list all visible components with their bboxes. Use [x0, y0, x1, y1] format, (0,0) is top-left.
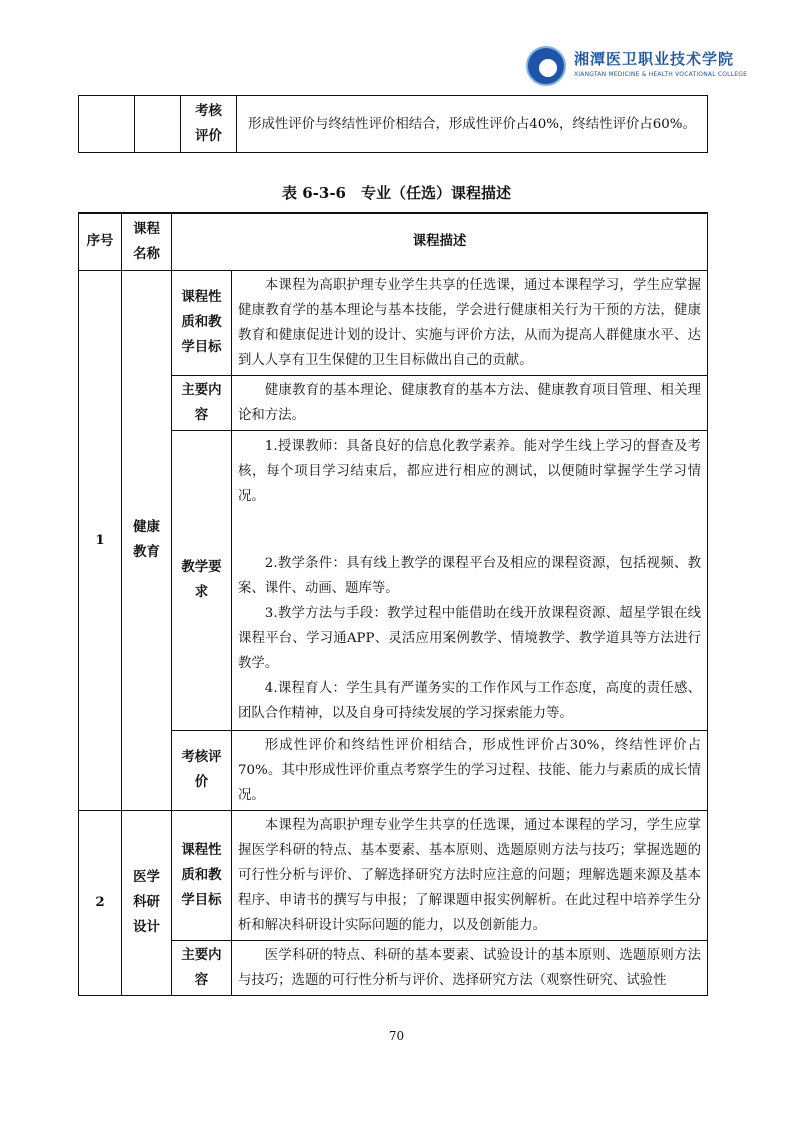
assessment-content: 形成性评价与终结性评价相结合，形成性评价占40%，终结性评价占60%。 — [237, 96, 708, 153]
table-caption: 表 6-3-6 专业（任选）课程描述 — [282, 184, 511, 202]
school-name-cn: 湘潭医卫职业技术学院 — [574, 50, 735, 68]
row-paragraph: 本课程为高职护理专业学生共享的任选课，通过本课程的学习，学生应掌握医学科研的特点、基本要素、基本原则、选题原则方法与技巧；掌握选题的可行性分析与评价、了解选择研究方法时应注意的问题；理解选题来源及基本程序、申请书的撰写与申报；了解课题申报实例解析。在此过程中培养学生分析和解决科研设计实际问题的能力，以及创新能力。 — [238, 817, 701, 933]
header-desc: 课程描述 — [172, 213, 708, 270]
row-label: 教学要求 — [172, 430, 232, 730]
row-paragraph: 3.教学方法与手段：教学过程中能借助在线开放课程资源、超星学银在线课程平台、学习通APP、灵活应用案例教学、情境教学、教学道具等方法进行教学。 — [238, 606, 701, 671]
assessment-label: 考核评价 — [181, 96, 237, 153]
course-seq: 2 — [79, 810, 122, 995]
school-emblem-icon — [526, 46, 566, 86]
row-paragraph: 2.教学条件：具有线上教学的课程平台及相应的课程资源，包括视频、教案、课件、动画、题库等。 — [238, 556, 701, 596]
row-label: 主要内容 — [172, 940, 232, 995]
row-label: 课程性质和教学目标 — [172, 810, 232, 940]
course-seq: 1 — [79, 270, 122, 810]
row-paragraph: 健康教育的基本理论、健康教育的基本方法、健康教育项目管理、相关理论和方法。 — [238, 382, 701, 423]
row-label: 考核评价 — [172, 730, 232, 810]
school-name-en: XIANGTAN MEDICINE & HEALTH VOCATIONAL COLLEGE — [574, 71, 748, 78]
header-seq: 序号 — [79, 213, 122, 270]
header-name: 课程名称 — [122, 213, 172, 270]
row-paragraph: 形成性评价和终结性评价相结合，形成性评价占30%，终结性评价占70%。其中形成性评价重点考察学生的学习过程、技能、能力与素质的成长情况。 — [238, 737, 701, 803]
course-description-table — [78, 212, 708, 996]
row-label: 课程性质和教学目标 — [172, 270, 232, 375]
school-logo — [526, 44, 748, 90]
course-name: 健康教育 — [122, 270, 172, 810]
row-paragraph: 1.授课教师：具备良好的信息化教学素养。能对学生线上学习的督查及考核，每个项目学习结束后，都应进行相应的测试，以便随时掌握学生学习情况。 — [238, 439, 701, 504]
previous-course-table — [78, 95, 708, 153]
page-number: 70 — [388, 1029, 405, 1043]
course-name: 医学科研设计 — [122, 810, 172, 995]
row-paragraph: 本课程为高职护理专业学生共享的任选课，通过本课程学习，学生应掌握健康教育学的基本理论与基本技能，学会进行健康相关行为干预的方法，健康教育和健康促进计划的设计、实施与评价方法，从而为提高人群健康水平、达到人人享有卫生保健的卫生目标做出自己的贡献。 — [238, 277, 701, 368]
row-paragraph: 4.课程育人：学生具有严谨务实的工作作风与工作态度，高度的责任感、团队合作精神，以及自身可持续发展的学习探索能力等。 — [238, 681, 701, 721]
row-paragraph: 医学科研的特点、科研的基本要素、试验设计的基本原则、选题原则方法与技巧；选题的可行性分析与评价、选择研究方法（观察性研究、试验性 — [238, 947, 701, 988]
row-label: 主要内容 — [172, 375, 232, 430]
